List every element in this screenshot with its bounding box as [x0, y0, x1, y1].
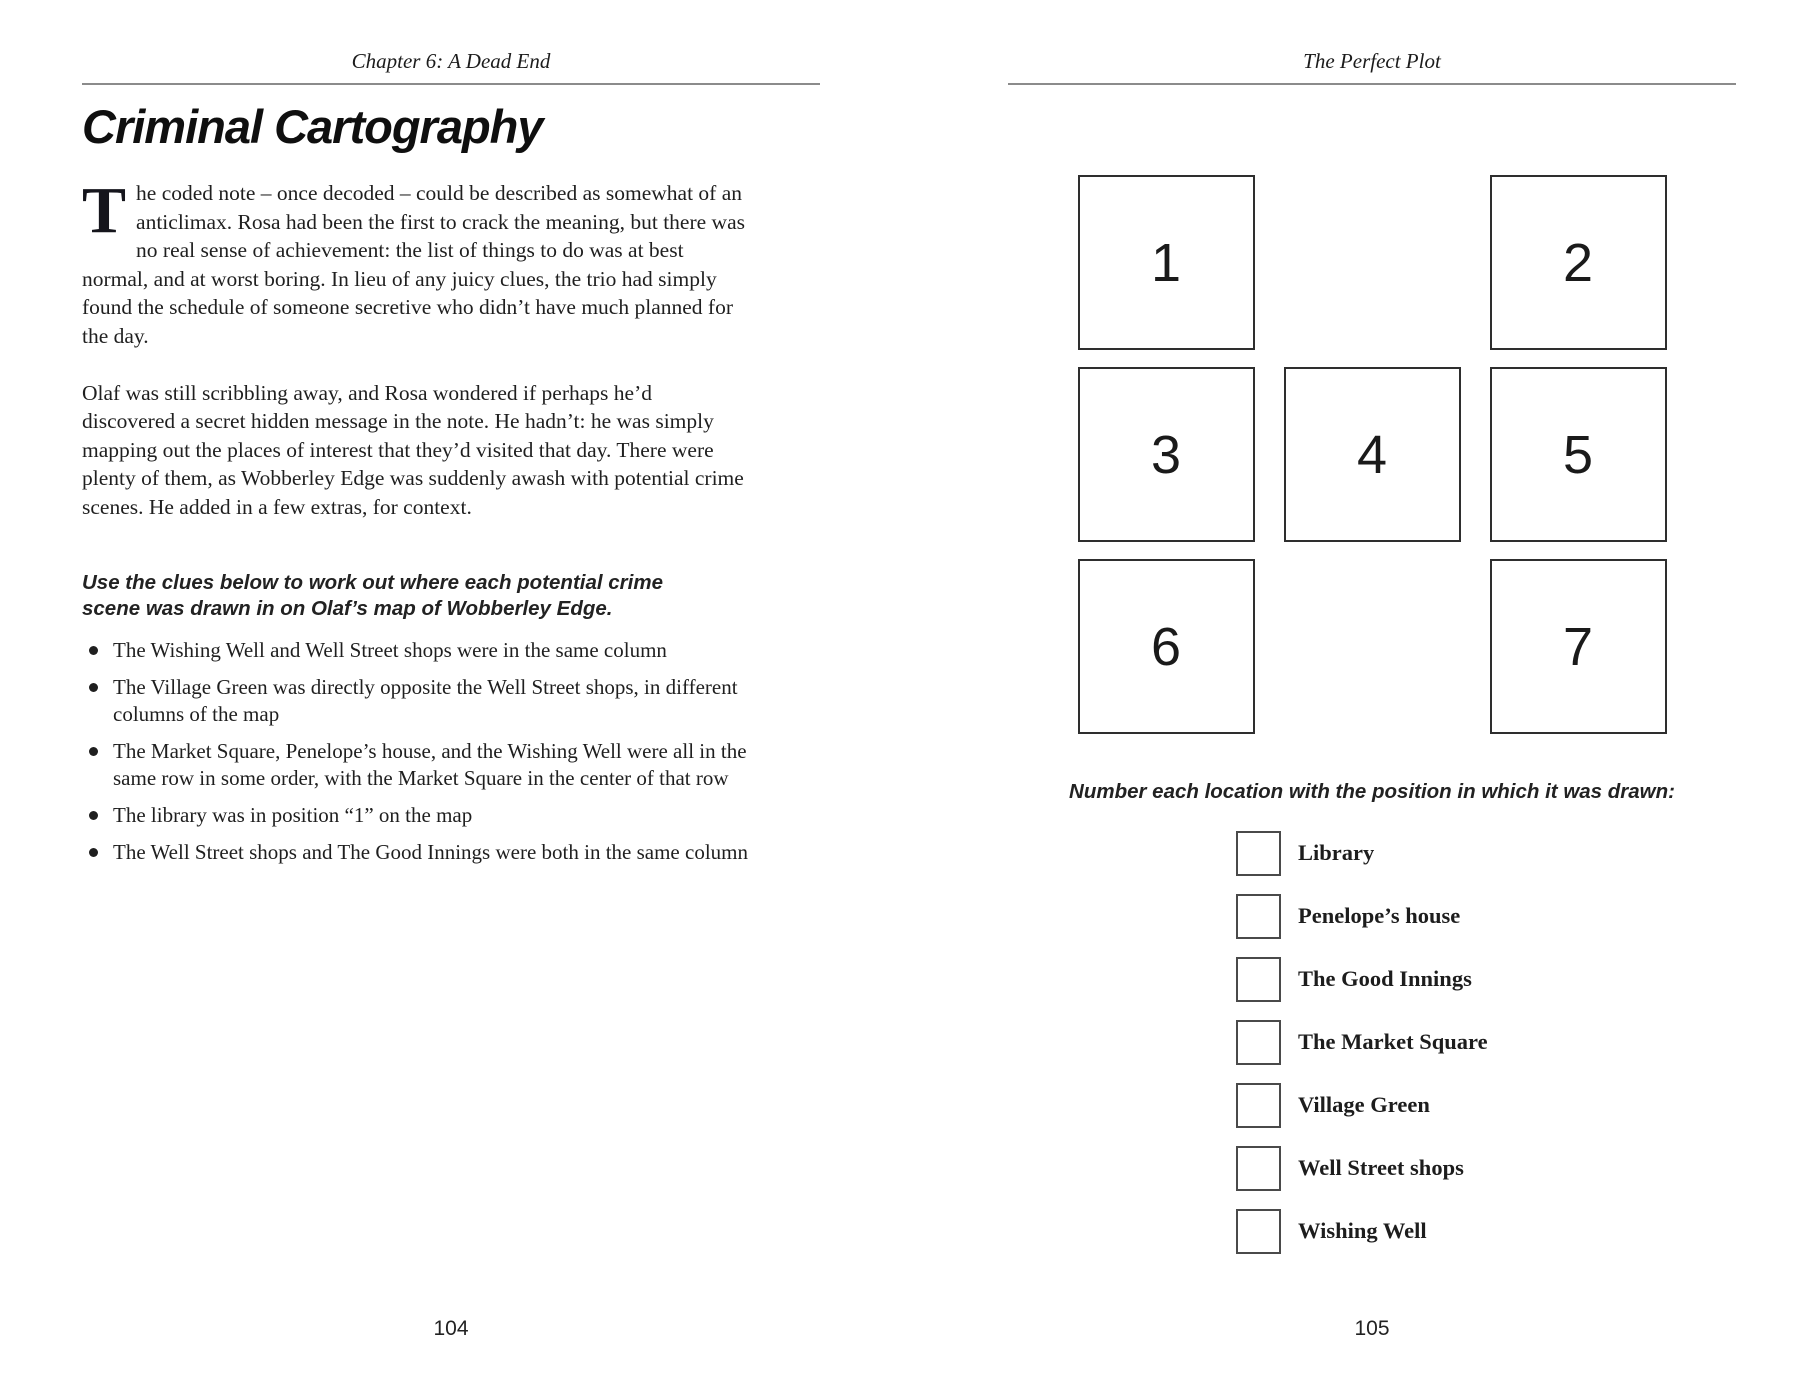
location-label: Library	[1298, 840, 1375, 865]
map-cell-2	[1490, 175, 1667, 350]
page-number-left: 104	[433, 1317, 469, 1340]
clues-instruction: Use the clues below to work out where each potential crime scene was drawn in on Olaf’s map of Wobberley Edge.	[82, 570, 663, 621]
paragraph-second: Olaf was still scribbling away, and Rosa wondered if perhaps he’d discovered a secret hidden message in the note. He hadn’t: he was simply mapping out the places of interest that they’d visited that day. There were plenty of them, as Wobberley Edge was suddenly awash with potential crime scenes. He added in a few extras, for context.	[82, 380, 744, 519]
map-cell-1	[1078, 175, 1255, 350]
location-list	[1236, 831, 1736, 1254]
right-running-head: The Perfect Plot	[1008, 48, 1736, 85]
checkbox-library[interactable]	[1236, 831, 1281, 876]
map-cell-7	[1490, 559, 1667, 734]
map-cell-number: 5	[1562, 424, 1594, 485]
clue-item	[82, 637, 753, 664]
clue-list	[82, 637, 820, 866]
checkbox-well-street-shops[interactable]	[1236, 1146, 1281, 1191]
bullet-icon	[89, 683, 98, 692]
clue-text: The Village Green was directly opposite the Well Street shops, in different columns of the map	[113, 674, 738, 726]
checkbox-wishing-well[interactable]	[1236, 1209, 1281, 1254]
location-label: Well Street shops	[1298, 1155, 1464, 1180]
map-cell-number: 3	[1150, 424, 1182, 485]
map-cell-number: 4	[1356, 424, 1388, 485]
map-cell-6	[1078, 559, 1255, 734]
location-label: The Good Innings	[1298, 966, 1472, 991]
drop-cap: T	[82, 174, 127, 247]
location-label: Penelope’s house	[1298, 903, 1461, 928]
numbering-instruction: Number each location with the position in which it was drawn:	[1069, 780, 1675, 803]
location-row	[1236, 1209, 1736, 1254]
right-page	[1008, 48, 1736, 1396]
clue-item	[82, 839, 753, 866]
map-cell-4	[1284, 367, 1461, 542]
checkbox-village-green[interactable]	[1236, 1083, 1281, 1128]
checkbox-the-market-square[interactable]	[1236, 1020, 1281, 1065]
clue-item	[82, 802, 753, 829]
clue-item	[82, 738, 753, 792]
map-cell-3	[1078, 367, 1255, 542]
clue-item	[82, 674, 753, 728]
page-title: Criminal Cartography	[82, 100, 543, 153]
bullet-icon	[89, 848, 98, 857]
checkbox-the-good-innings[interactable]	[1236, 957, 1281, 1002]
location-label: Wishing Well	[1298, 1218, 1427, 1243]
location-row	[1236, 1083, 1736, 1128]
location-row	[1236, 894, 1736, 939]
map-grid	[1078, 175, 1667, 734]
location-row	[1236, 1020, 1736, 1065]
page-number-right: 105	[1354, 1317, 1390, 1340]
checkbox-penelopes-house[interactable]	[1236, 894, 1281, 939]
bullet-icon	[89, 646, 98, 655]
location-label: Village Green	[1298, 1092, 1430, 1117]
map-cell-number: 7	[1562, 616, 1594, 677]
clue-text: The library was in position “1” on the map	[113, 802, 473, 827]
map-cell-5	[1490, 367, 1667, 542]
location-row	[1236, 1146, 1736, 1191]
paragraph-text: he coded note – once decoded – could be described as somewhat of an anticlimax. Rosa had been the first to crack the meaning, but there was no real sense of achievement: the list of things to do was at best normal, and at worst boring. In lieu of any juicy clues, the trio had simply found the schedule of someone secretive who didn’t have much planned for the day.	[82, 181, 745, 348]
bullet-icon	[89, 747, 98, 756]
clue-text: The Wishing Well and Well Street shops were in the same column	[113, 637, 667, 662]
location-label: The Market Square	[1298, 1029, 1488, 1054]
left-page	[82, 48, 820, 1396]
clue-text: The Well Street shops and The Good Innings were both in the same column	[113, 839, 748, 864]
map-cell-number: 1	[1150, 232, 1182, 293]
clue-text: The Market Square, Penelope’s house, and the Wishing Well were all in the same row in some order, with the Market Square in the center of that row	[113, 738, 747, 790]
location-row	[1236, 957, 1736, 1002]
map-cell-number: 2	[1562, 232, 1594, 293]
location-row	[1236, 831, 1736, 876]
map-cell-number: 6	[1150, 616, 1182, 677]
paragraph-first	[82, 174, 750, 351]
left-running-head: Chapter 6: A Dead End	[82, 48, 820, 85]
bullet-icon	[89, 811, 98, 820]
